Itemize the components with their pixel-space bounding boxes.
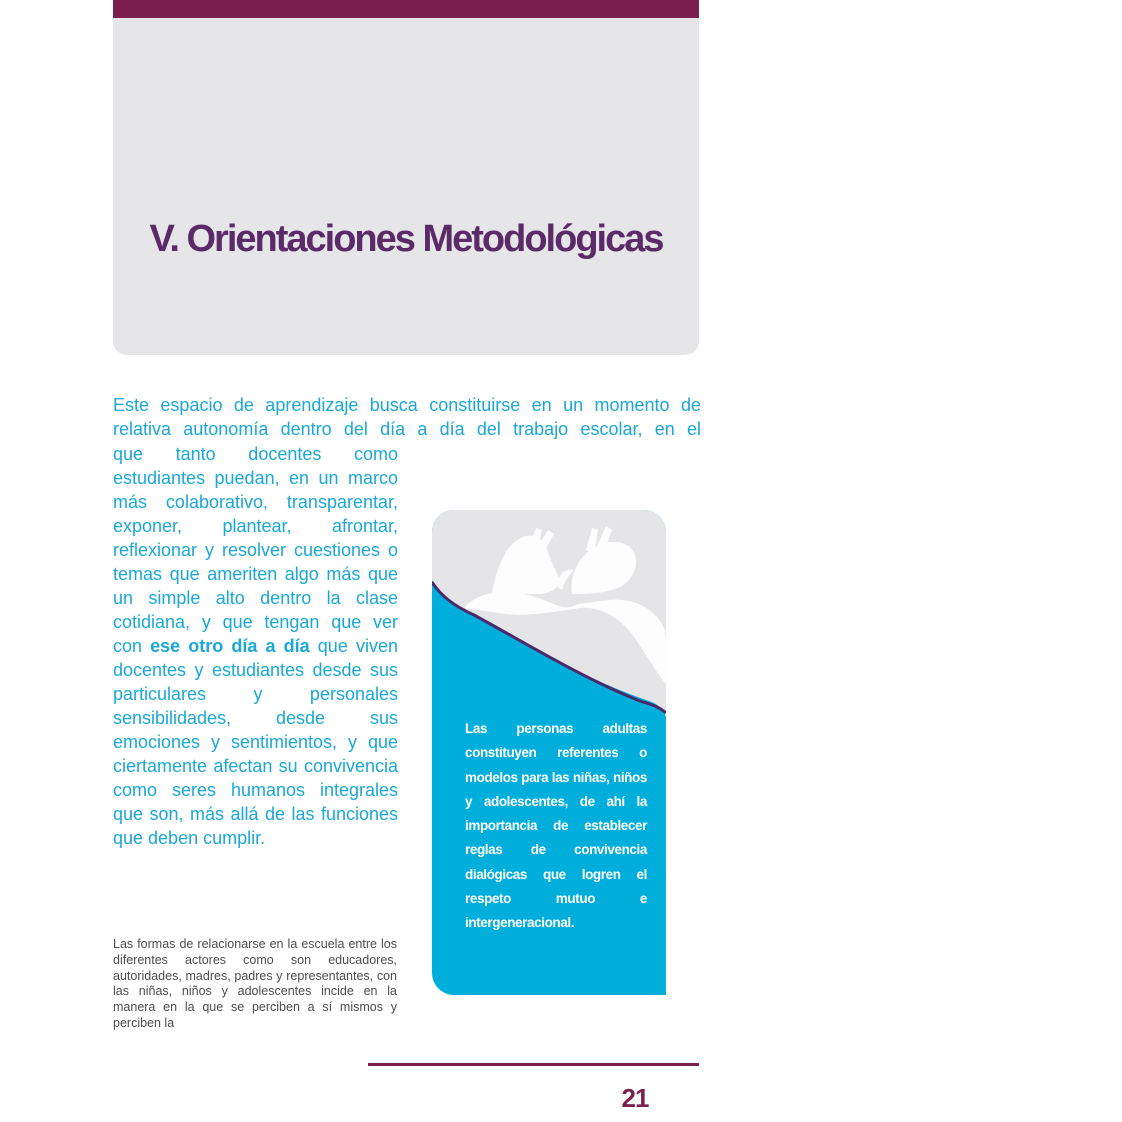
page-number: 21 <box>621 1083 649 1113</box>
intro-paragraph-lead: Este espacio de aprendizaje busca constituirse en un momento de relativa autonomía dentro del día a día del trabajo escolar, en el <box>113 395 701 439</box>
intro-text-end: que viven docentes y estudiantes desde sus particulares y personales sensibilidades, desde sus emociones y sentimientos, y que ciertamente afectan su convivencia como seres humanos integrales que son, más allá de las funciones que deben cumplir. <box>113 636 398 848</box>
page-title: V. Orientaciones Metodológicas <box>149 218 663 260</box>
callout-card <box>432 510 666 995</box>
intro-emphasis: ese otro día a día <box>150 636 310 656</box>
footer-rule <box>368 1063 699 1066</box>
intro-paragraph-column <box>113 442 398 850</box>
intro-text-start: que tanto docentes como estudiantes puedan, en un marco más colaborativo, transparentar, exponer, plantear, afrontar, reflexionar y resolver cuestiones o temas que ameriten algo más que un simple alto dentro la clase cotidiana, y que tengan que ver con <box>113 444 398 656</box>
top-accent-bar <box>113 0 699 18</box>
header-panel <box>113 18 699 355</box>
callout-text: Las personas adultas constituyen referentes o modelos para las niñas, niños y adolescentes, de ahí la importancia de establecer reglas de convivencia dialógicas que logren el respeto mutuo e intergeneracional. <box>465 721 647 931</box>
secondary-paragraph: Las formas de relacionarse en la escuela entre los diferentes actores como son educadores, autoridades, madres, padres y representantes, con las niñas, niños y adolescentes incide en la manera en la que se perciben a sí mismos y perciben la <box>113 937 397 1030</box>
